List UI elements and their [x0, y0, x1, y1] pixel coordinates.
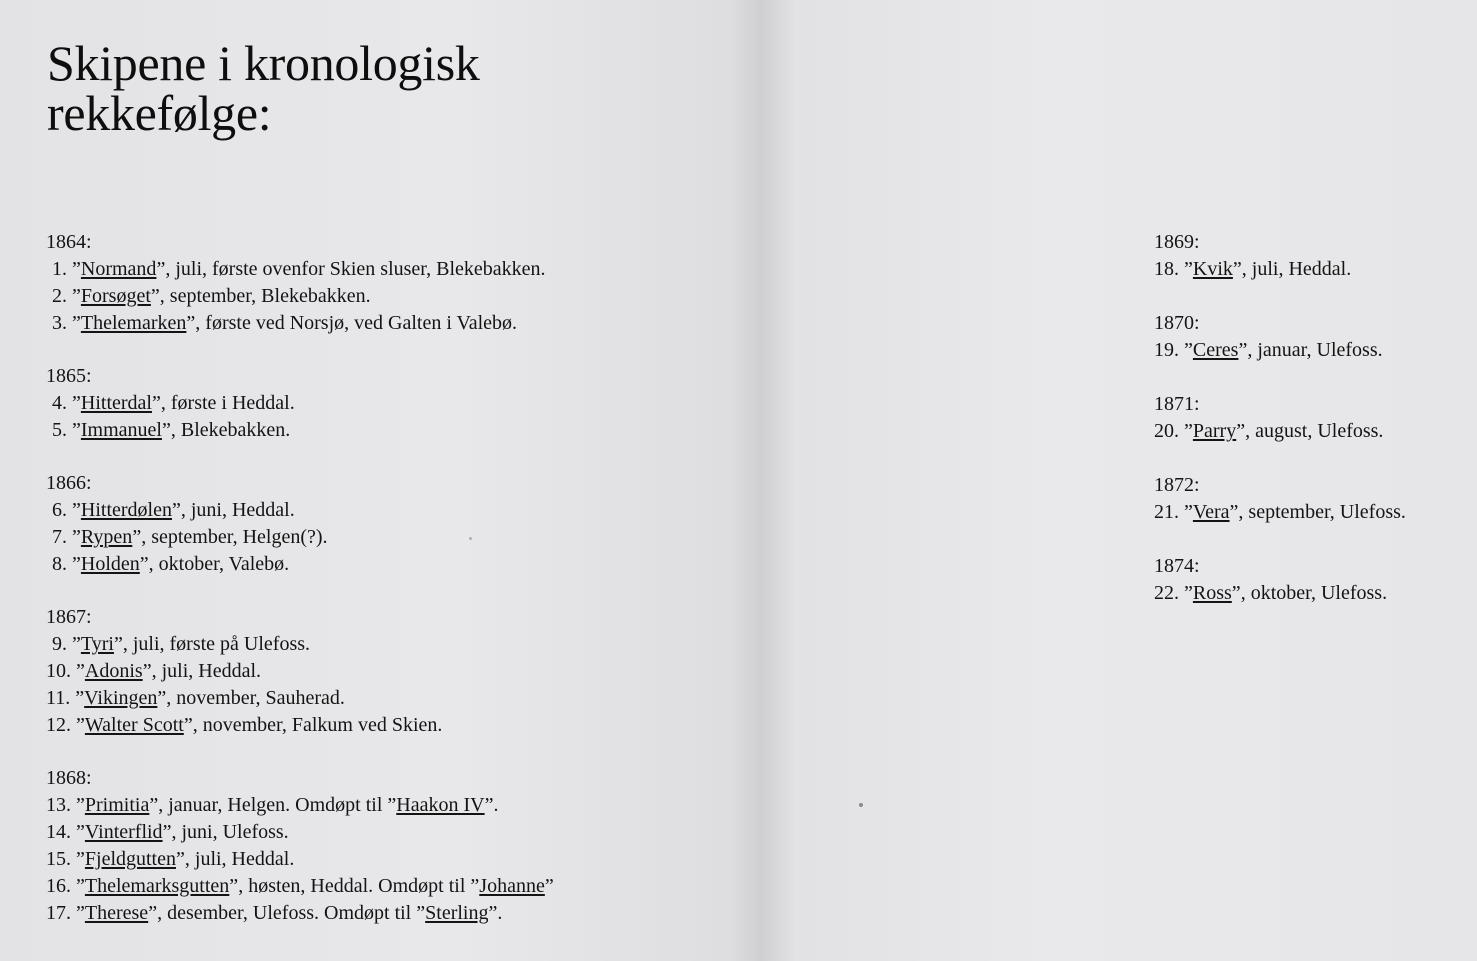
entry-details: , juli, første på Ulefoss.: [122, 633, 311, 655]
year-group: [46, 604, 726, 739]
ship-entry: 13. ”Primitia”, januar, Helgen. Omdøpt til ”Haakon IV”.: [46, 792, 726, 819]
entry-number: 5.: [52, 419, 67, 441]
entry-end: .: [493, 794, 499, 816]
ship-name: Vinterflid: [84, 821, 163, 843]
year-heading: 1867:: [46, 606, 92, 628]
ship-name: Therese: [84, 902, 149, 924]
ship-name: Primitia: [84, 794, 150, 816]
entry-details: , juli, Heddal.: [151, 660, 262, 682]
entry-number: 16.: [46, 875, 71, 897]
entry-number: 4.: [52, 392, 67, 414]
ship-entry: 6. ”Hitterdølen”, juni, Heddal.: [46, 497, 726, 524]
year-group: [1154, 472, 1464, 526]
entry-number: 21.: [1154, 501, 1179, 523]
page-title: [47, 35, 480, 141]
ship-name: Thelemarksgutten: [84, 875, 230, 897]
entry-number: 1.: [52, 258, 67, 280]
year-heading: 1868:: [46, 767, 92, 789]
year-group: [1154, 229, 1464, 283]
entry-number: 7.: [52, 526, 67, 548]
entry-details: , juni, Ulefoss.: [171, 821, 289, 843]
ship-entry: 20. ”Parry”, august, Ulefoss.: [1154, 418, 1464, 445]
ship-entry: 4. ”Hitterdal”, første i Heddal.: [46, 390, 726, 417]
ship-entry: 2. ”Forsøget”, september, Blekebakken.: [46, 283, 726, 310]
entry-number: 17.: [46, 902, 71, 924]
entry-number: 13.: [46, 794, 71, 816]
entry-details: , høsten, Heddal. Omdøpt til: [238, 875, 471, 897]
entry-details: , juni, Heddal.: [180, 499, 295, 521]
ship-entry: 16. ”Thelemarksgutten”, høsten, Heddal. Omdøpt til ”Johanne”: [46, 873, 726, 900]
entry-number: 9.: [52, 633, 67, 655]
year-heading: 1869:: [1154, 231, 1200, 253]
ship-entry: 15. ”Fjeldgutten”, juli, Heddal.: [46, 846, 726, 873]
ship-entry: 3. ”Thelemarken”, første ved Norsjø, ved Galten i Valebø.: [46, 310, 726, 337]
ship-name: Tyri: [80, 633, 114, 655]
year-heading: 1865:: [46, 365, 92, 387]
entry-details: , juli, første ovenfor Skien sluser, Blekebakken.: [165, 258, 546, 280]
ship-entry: 17. ”Therese”, desember, Ulefoss. Omdøpt til ”Sterling”.: [46, 900, 726, 927]
ship-name: Hitterdal: [80, 392, 152, 414]
entry-details: , første ved Norsjø, ved Galten i Valebø.: [195, 312, 518, 334]
ship-entry: 10. ”Adonis”, juli, Heddal.: [46, 658, 726, 685]
title-line-1: Skipene i kronologisk: [47, 35, 480, 91]
entry-details: , oktober, Valebø.: [148, 553, 290, 575]
ship-name: Fjeldgutten: [84, 848, 176, 870]
year-group: [1154, 391, 1464, 445]
ship-name: Kvik: [1192, 258, 1233, 280]
year-heading: 1872:: [1154, 474, 1200, 496]
ship-name: Forsøget: [80, 285, 151, 307]
ship-entry: 8. ”Holden”, oktober, Valebø.: [46, 551, 726, 578]
ship-new-name: Johanne: [479, 875, 545, 897]
year-group: [1154, 310, 1464, 364]
ship-entry: 21. ”Vera”, september, Ulefoss.: [1154, 499, 1464, 526]
entry-number: 10.: [46, 660, 71, 682]
ship-entry: 18. ”Kvik”, juli, Heddal.: [1154, 256, 1464, 283]
year-group: [46, 363, 726, 444]
year-group: [1154, 553, 1464, 607]
entry-number: 2.: [52, 285, 67, 307]
entry-details: , juli, Heddal.: [1241, 258, 1352, 280]
entry-number: 19.: [1154, 339, 1179, 361]
right-ship-list: [1154, 229, 1464, 607]
left-ship-list: [46, 229, 726, 927]
entry-number: 15.: [46, 848, 71, 870]
ship-entry: 14. ”Vinterflid”, juni, Ulefoss.: [46, 819, 726, 846]
entry-details: , september, Ulefoss.: [1238, 501, 1406, 523]
ship-name: Ross: [1192, 582, 1232, 604]
entry-details: , september, Helgen(?).: [141, 526, 328, 548]
paper-speck: [469, 537, 472, 540]
entry-end: .: [497, 902, 503, 924]
ship-name: Vikingen: [84, 687, 158, 709]
ship-entry: 1. ”Normand”, juli, første ovenfor Skien sluser, Blekebakken.: [46, 256, 726, 283]
year-heading: 1871:: [1154, 393, 1200, 415]
ship-entry: 7. ”Rypen”, september, Helgen(?).: [46, 524, 726, 551]
ship-name: Immanuel: [80, 419, 162, 441]
entry-number: 22.: [1154, 582, 1179, 604]
entry-details: , november, Sauherad.: [166, 687, 345, 709]
entry-details: , januar, Ulefoss.: [1247, 339, 1383, 361]
ship-entry: 11. ”Vikingen”, november, Sauherad.: [46, 685, 726, 712]
entry-number: 11.: [46, 687, 71, 709]
ship-name: Ceres: [1192, 339, 1239, 361]
entry-number: 18.: [1154, 258, 1179, 280]
year-group: [46, 229, 726, 337]
entry-details: , november, Falkum ved Skien.: [192, 714, 443, 736]
paper-speck: [859, 803, 863, 807]
entry-details: , desember, Ulefoss. Omdøpt til: [157, 902, 417, 924]
year-group: [46, 765, 726, 927]
entry-number: 3.: [52, 312, 67, 334]
title-line-2: rekkefølge:: [47, 85, 272, 141]
entry-number: 12.: [46, 714, 71, 736]
ship-name: Hitterdølen: [80, 499, 172, 521]
entry-details: , Blekebakken.: [170, 419, 291, 441]
ship-name: Vera: [1192, 501, 1230, 523]
ship-name: Rypen: [80, 526, 133, 548]
entry-details: , september, Blekebakken.: [159, 285, 371, 307]
year-heading: 1870:: [1154, 312, 1200, 334]
entry-details: , januar, Helgen. Omdøpt til: [158, 794, 388, 816]
ship-entry: 22. ”Ross”, oktober, Ulefoss.: [1154, 580, 1464, 607]
ship-name: Walter Scott: [84, 714, 184, 736]
ship-name: Holden: [80, 553, 140, 575]
ship-new-name: Sterling: [425, 902, 489, 924]
ship-new-name: Haakon IV: [396, 794, 485, 816]
ship-entry: 5. ”Immanuel”, Blekebakken.: [46, 417, 726, 444]
ship-name: Adonis: [84, 660, 143, 682]
ship-name: Normand: [80, 258, 157, 280]
entry-details: , juli, Heddal.: [184, 848, 295, 870]
entry-details: , oktober, Ulefoss.: [1240, 582, 1388, 604]
year-group: [46, 470, 726, 578]
year-heading: 1874:: [1154, 555, 1200, 577]
ship-entry: 9. ”Tyri”, juli, første på Ulefoss.: [46, 631, 726, 658]
ship-entry: 12. ”Walter Scott”, november, Falkum ved Skien.: [46, 712, 726, 739]
ship-name: Parry: [1192, 420, 1237, 442]
entry-number: 20.: [1154, 420, 1179, 442]
entry-number: 6.: [52, 499, 67, 521]
entry-number: 14.: [46, 821, 71, 843]
entry-details: , august, Ulefoss.: [1245, 420, 1384, 442]
ship-entry: 19. ”Ceres”, januar, Ulefoss.: [1154, 337, 1464, 364]
year-heading: 1864:: [46, 231, 92, 253]
ship-name: Thelemarken: [80, 312, 187, 334]
year-heading: 1866:: [46, 472, 92, 494]
entry-number: 8.: [52, 553, 67, 575]
entry-details: , første i Heddal.: [160, 392, 295, 414]
